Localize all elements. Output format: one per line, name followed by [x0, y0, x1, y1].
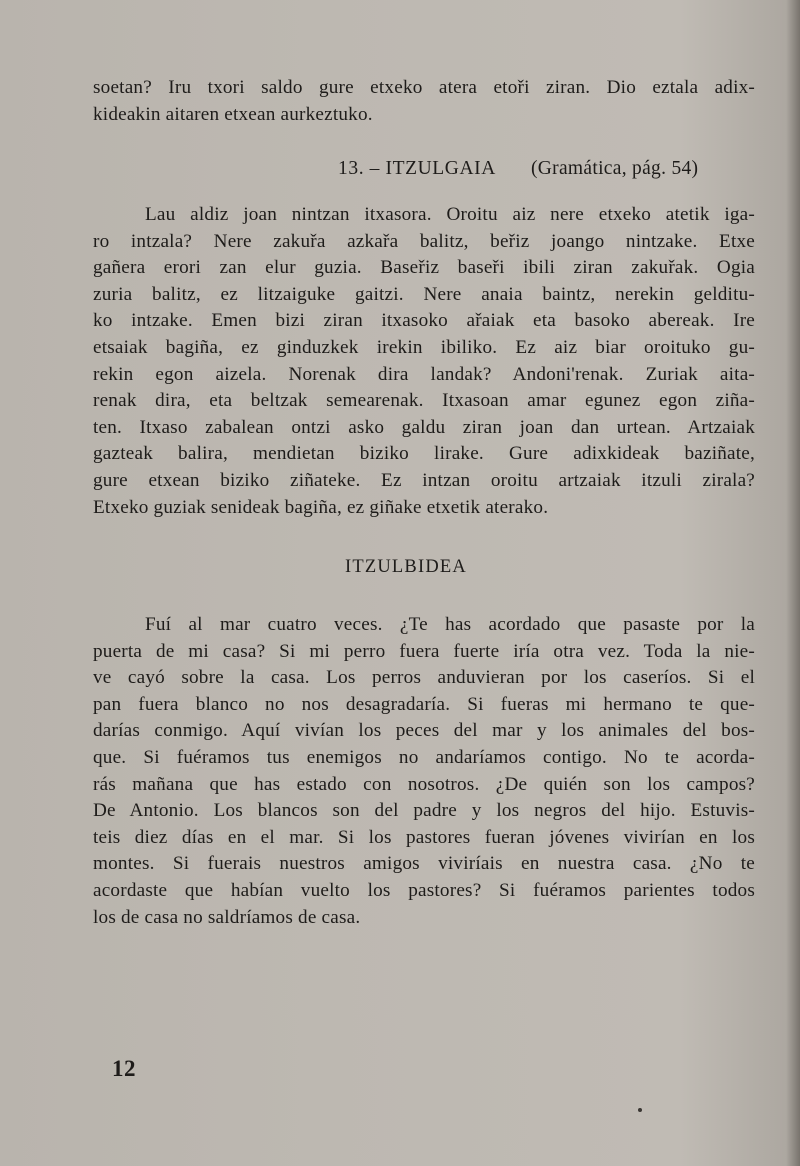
- basque-exercise-paragraph: [93, 202, 755, 521]
- text-line: que. Si fuéramos tus enemigos no andaríamos contigo. No te acorda-: [93, 746, 755, 768]
- text-line: ro intzala? Nere zakuřa azkařa balitz, beřiz joango nintzake. Etxe: [93, 230, 755, 252]
- text-line: ten. Itxaso zabalean ontzi asko galdu ziran joan dan urtean. Artzaiak: [93, 416, 755, 438]
- text-line: Fuí al mar cuatro veces. ¿Te has acordado que pasaste por la: [145, 614, 755, 635]
- text-line: kideakin aitaren etxean aurkeztuko.: [93, 103, 373, 125]
- text-line: montes. Si fuerais nuestros amigos viviríais en nuestra casa. ¿No te: [93, 853, 755, 875]
- text-line: renak dira, eta beltzak semearenak. Itxasoan amar egunez egon ziña-: [93, 390, 755, 412]
- paper-speck: [638, 1108, 642, 1112]
- page-edge-shadow: [786, 0, 800, 1166]
- text-line: darías conmigo. Aquí vivían los peces del mar y los animales del bos-: [93, 720, 755, 742]
- text-line: puerta de mi casa? Si mi perro fuera fuerte iría otra vez. Toda la nie-: [93, 640, 755, 662]
- text-line: Lau aldiz joan nintzan itxasora. Oroitu aiz nere etxeko atetik iga-: [145, 204, 755, 225]
- translation-heading: ITZULBIDEA: [345, 557, 467, 577]
- spanish-translation-paragraph: [93, 612, 755, 931]
- text-line: ko intzake. Emen bizi ziran itxasoko ařaiak eta basoko abereak. Ire: [93, 310, 755, 332]
- text-line: Etxeko guziak senideak bagiña, ez giñake etxetik aterako.: [93, 496, 549, 518]
- text-line: gañera erori zan elur guzia. Baseřiz baseři ibili ziran zakuřak. Ogia: [93, 257, 755, 279]
- text-line: zuria balitz, ez litzaiguke gaitzi. Nere anaia baintz, nerekin gelditu-: [93, 283, 755, 305]
- text-line: ve cayó sobre la casa. Los perros anduvieran por los caseríos. Si el: [93, 667, 755, 689]
- text-line: rás mañana que has estado con nosotros. ¿De quién son los campos?: [93, 773, 755, 795]
- grammar-reference: (Gramática, pág. 54): [531, 158, 699, 179]
- section-heading: 13. – ITZULGAIA: [338, 158, 496, 179]
- text-line: gure etxean biziko ziñateke. Ez intzan oroitu artzaiak itzuli zirala?: [93, 469, 755, 491]
- text-line: los de casa no saldríamos de casa.: [93, 906, 361, 928]
- text-line: etsaiak bagiña, ez ginduzkek irekin ibiliko. Ez aiz biar oroituko gu-: [93, 336, 755, 358]
- text-line: soetan? Iru txori saldo gure etxeko atera etoři ziran. Dio eztala adix-: [93, 77, 755, 98]
- text-line: pan fuera blanco no nos desagradaría. Si fueras mi hermano te que-: [93, 693, 755, 715]
- top-paragraph: [93, 75, 755, 128]
- page-number: 12: [112, 1056, 136, 1081]
- text-line: acordaste que habían vuelto los pastores? Si fuéramos parientes todos: [93, 879, 755, 901]
- text-line: De Antonio. Los blancos son del padre y los negros del hijo. Estuvis-: [93, 800, 755, 822]
- text-line: rekin egon aizela. Norenak dira landak? Andoni'renak. Zuriak aita-: [93, 363, 755, 385]
- text-line: gazteak balira, mendietan biziko lirake. Gure adixkideak baziñate,: [93, 443, 755, 465]
- text-line: teis diez días en el mar. Si los pastores fueran jóvenes vivirían en los: [93, 826, 755, 848]
